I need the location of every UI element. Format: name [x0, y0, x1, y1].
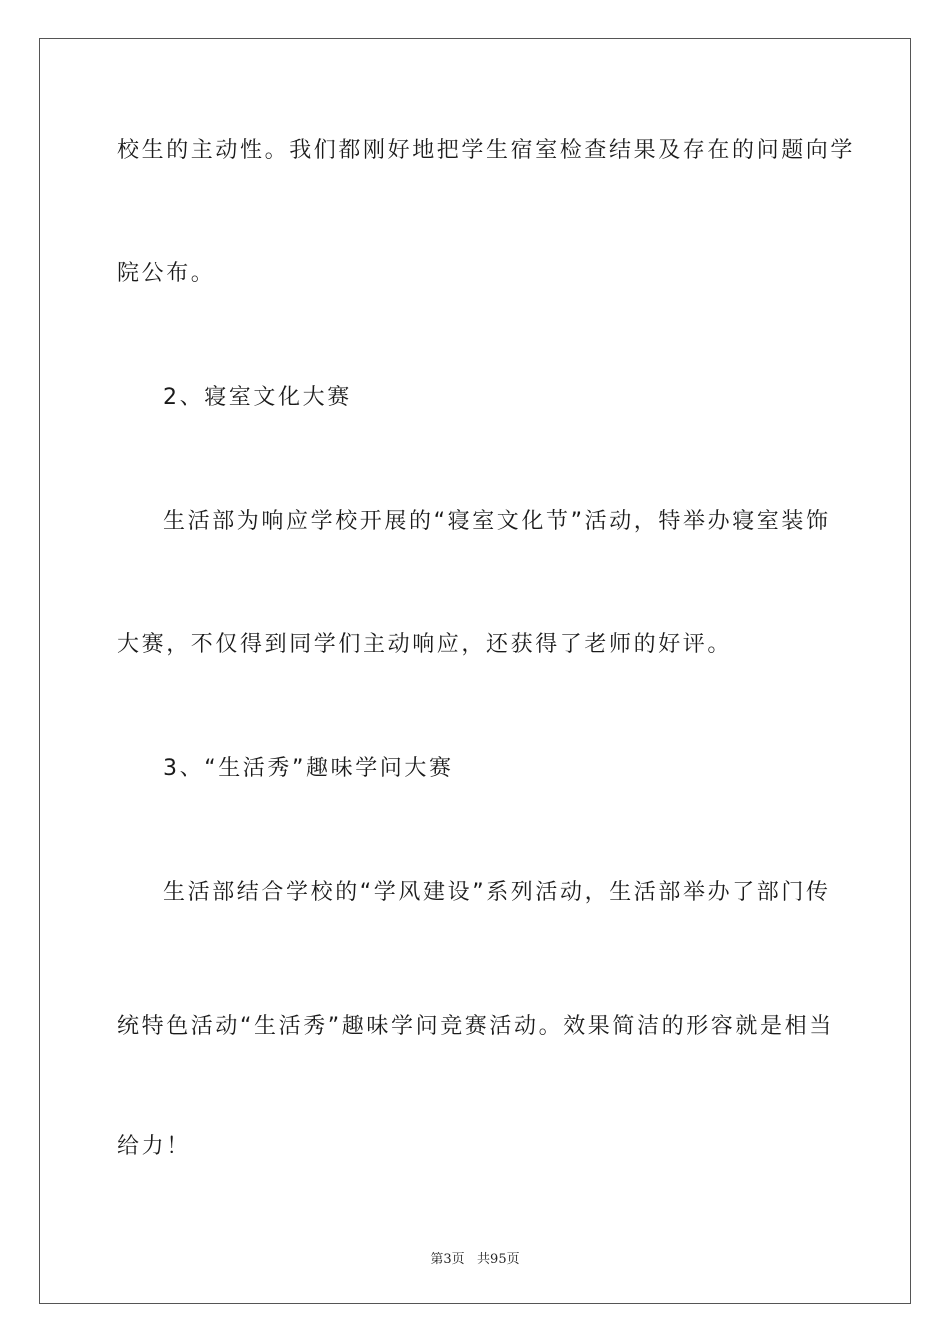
body-text-line: 校生的主动性。我们都刚好地把学生宿室检查结果及存在的问题向学	[117, 138, 856, 163]
page-border	[39, 38, 911, 1304]
body-text-line: 大赛，不仅得到同学们主动响应，还获得了老师的好评。	[117, 632, 733, 657]
body-text-line: 给力！	[117, 1134, 191, 1159]
body-text-line: 院公布。	[117, 261, 216, 286]
body-text-line: 统特色活动“生活秀”趣味学问竞赛活动。效果简洁的形容就是相当	[117, 1014, 834, 1039]
body-text-line: 生活部为响应学校开展的“寝室文化节”活动，特举办寝室装饰	[163, 509, 831, 534]
body-text-line: 生活部结合学校的“学风建设”系列活动，生活部举办了部门传	[163, 880, 831, 905]
section-heading: 3、“生活秀”趣味学问大赛	[163, 756, 454, 781]
page-number-footer: 第3页 共95页	[430, 1252, 520, 1267]
section-heading: 2、寝室文化大赛	[163, 385, 352, 410]
